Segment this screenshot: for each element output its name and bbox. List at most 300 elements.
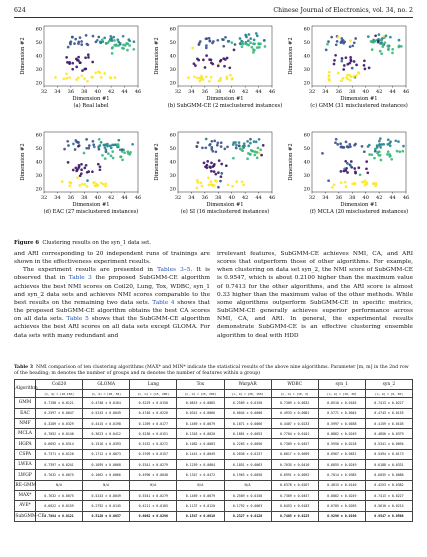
table-cell: 0.4415 ± 0.0198 [83,418,130,428]
scatter-point [355,64,358,67]
scatter-point [328,74,331,77]
scatter-point [214,173,217,176]
y-axis-label: Dimension #2 [288,143,294,181]
scatter-point [391,52,394,55]
scatter-point [85,164,88,167]
scatter-point [86,179,89,182]
column-header: syn_2 [365,380,412,390]
x-tick-label: 42 [375,89,383,95]
scatter-point [340,79,343,82]
table-cell: 0.7309 ± 0.0457 [271,490,318,500]
scatter-point [205,37,208,40]
table-row [15,398,413,408]
y-tick-label: 40 [35,159,42,166]
plot-frame [312,26,406,86]
scatter-point [239,148,242,151]
scatter-point [334,141,337,144]
scatter-point [208,40,211,43]
table-header-row [15,380,413,390]
table-cell: 0.6022 ± 0.0159 [36,501,83,511]
table-cell: 0.7198 ± 0.0121 [36,398,83,408]
scatter-point [249,142,252,145]
scatter-point [247,145,250,148]
scatter-point [354,37,357,40]
scatter-point [210,59,213,62]
y-tick-label: 30 [35,173,42,180]
subplot-caption: (d) EAC (27 misclustered instances) [43,209,139,215]
table-cell: 0.6967 ± 0.0631 [318,449,365,459]
scatter-point [402,145,405,148]
scatter-svg [282,22,413,126]
scatter-point [386,143,389,146]
scatter-point [206,166,209,169]
scatter-point [353,41,356,44]
scatter-point [353,60,356,63]
table-cell: 0.5771 ± 0.0045 [318,408,365,418]
scatter-point [340,41,343,44]
scatter-point [355,74,358,77]
table-cell: 0.1712 ± 0.0073 [83,449,130,459]
table-row [15,511,413,521]
x-tick-label: 46 [402,195,410,201]
scatter-point [111,150,114,153]
scatter-point [97,36,100,39]
scatter-point [97,146,100,149]
scatter-point [328,71,331,74]
scatter-point [208,165,211,168]
table-cell: 0.1861 ± 0.0053 [224,429,271,439]
table-cell: N/A [130,480,177,490]
table-cell: 0.6991 ± 0.0092 [271,470,318,480]
scatter-svg [282,128,413,232]
table-cell: 0.4746 ± 0.0226 [130,408,177,418]
x-axis-label: Dimension #1 [72,202,110,208]
column-param: [n, m] = [6, 50] [365,390,412,398]
x-tick-label: 44 [389,195,396,201]
scatter-point [205,75,208,78]
table-cell: 0.3623 ± 0.0412 [83,429,130,439]
scatter-point [349,56,352,59]
table-cell: 0.1345 ± 0.0020 [177,429,224,439]
scatter-point [216,142,219,145]
table-cell: 0.7413 ± 0.0227 [365,398,412,408]
y-tick-label: 30 [169,173,176,180]
scatter-point [225,164,228,167]
scatter-point [253,42,256,45]
scatter-point [389,36,392,39]
scatter-point [235,144,238,147]
scatter-point [63,148,66,151]
table-cell: 0.1137 ± 0.0120 [177,501,224,511]
table-cell: 0.7413 ± 0.0227 [365,490,412,500]
scatter-point [230,41,233,44]
scatter-point [336,143,339,146]
table-cell: 0.0815 ± 0.0085 [177,398,224,408]
scatter-point [203,162,206,165]
scatter-point [95,184,98,187]
scatter-point [379,154,382,157]
scatter-point [233,49,236,52]
scatter-point [128,39,131,42]
x-tick-label: 46 [134,89,142,95]
y-tick-label: 30 [303,173,310,180]
scatter-point [122,35,125,38]
table-cell: 0.1082 ± 0.0083 [177,439,224,449]
scatter-point [374,34,377,37]
scatter-point [257,43,260,46]
column-param: [n, m] = [10,150] [36,390,83,398]
scatter-point [367,35,370,38]
scatter-point [100,141,103,144]
text-run: – [183,267,187,274]
table-row [15,501,413,511]
scatter-point [87,147,90,150]
scatter-point [231,185,234,188]
figure-caption [14,240,151,246]
scatter-point [246,140,249,143]
x-tick-label: 32 [174,89,182,95]
scatter-point [109,144,112,147]
x-tick-label: 46 [402,89,410,95]
scatter-point [389,144,392,147]
x-tick-label: 44 [255,195,262,201]
table-cell: 0.4933 ± 0.0081 [271,408,318,418]
scatter-point [331,186,334,189]
scatter-point [365,167,368,170]
scatter-point [389,140,392,143]
scatter-point [113,39,116,42]
table-corner-cell: Algorithm [15,380,36,398]
scatter-point [87,43,90,46]
x-tick-label: 42 [107,195,115,201]
scatter-point [340,181,343,184]
scatter-point [71,68,74,71]
y-axis-label: Dimension #2 [20,143,26,181]
x-tick-label: 36 [201,89,209,95]
table-cell: 0.0044 ± 0.0008 [224,408,271,418]
scatter-point [61,180,64,183]
y-tick-label: 30 [35,67,42,74]
table-cell: 0.7309 ± 0.0032 [271,398,318,408]
scatter-point [133,40,136,43]
scatter-point [345,141,348,144]
scatter-point [251,150,254,153]
scatter-point [346,162,349,165]
table-cell: 0.3152 ± 0.0272 [130,439,177,449]
scatter-point [373,157,376,160]
table-cell: 0.1259 ± 0.0084 [177,460,224,470]
scatter-point [81,74,84,77]
x-tick-label: 34 [54,89,61,95]
scatter-point [128,44,131,47]
scatter-point [253,154,256,157]
scatter-point [386,153,389,156]
y-tick-label: 60 [169,26,176,33]
scatter-point [225,75,228,78]
table-caption-label: Table 3 [14,365,34,370]
table-row [15,460,413,470]
scatter-point [210,76,213,79]
scatter-point [103,144,106,147]
scatter-point [109,35,112,38]
scatter-point [262,144,265,147]
scatter-point [193,62,196,65]
scatter-point [220,175,223,178]
scatter-point [258,138,261,141]
scatter-point [84,68,87,71]
figure-caption-text: Clustering results on the syn_1 data set. [42,240,151,246]
scatter-point [246,157,249,160]
scatter-point [345,185,348,188]
column-param: [n, m] = [20, 150] [224,390,271,398]
table-cell: 0.1851 ± 0.0063 [224,460,271,470]
scatter-point [228,66,231,69]
scatter-point [258,152,261,155]
scatter-point [104,182,107,185]
scatter-point [131,143,134,146]
scatter-point [205,138,208,141]
table-cell: 0.5950 ± 0.0218 [318,439,365,449]
text-column-left [14,250,210,340]
scatter-point [72,143,75,146]
table-cell: 0.2509 ± 0.0150 [224,398,271,408]
table-cell: 0.2327 ± 0.0120 [224,511,271,521]
scatter-point [107,152,110,155]
column-param: [n, m] = [10, 20] [318,390,365,398]
scatter-point [377,40,380,43]
scatter-point [344,181,347,184]
scatter-point [263,39,266,42]
scatter-point [342,146,345,149]
x-tick-label: 36 [67,195,75,201]
x-tick-label: 46 [268,195,276,201]
column-header: syn_1 [318,380,365,390]
scatter-point [91,76,94,79]
y-tick-label: 50 [303,146,310,153]
x-tick-label: 34 [322,195,329,201]
column-param: [n, m] = [20, 50] [83,390,130,398]
scatter-point [381,143,384,146]
scatter-point [348,143,351,146]
table-cell: 0.5243 ± 0.0049 [83,490,130,500]
scatter-point [68,184,71,187]
table-cell: 0.1963 ± 0.0058 [224,470,271,480]
scatter-point [114,76,117,79]
table-caption [14,365,413,377]
scatter-point [379,50,382,53]
scatter-point [253,140,256,143]
table-cell: 0.2792 ± 0.0145 [83,501,130,511]
scatter-point [62,77,65,80]
y-tick-label: 20 [303,186,310,193]
x-tick-label: 40 [362,89,369,95]
scatter-point [218,159,221,162]
paragraph [14,266,210,339]
column-header: Lung [130,380,177,390]
scatter-point [385,34,388,37]
scatter-point [223,65,226,68]
scatter-point [260,154,263,157]
scatter-point [66,61,69,64]
x-tick-label: 46 [134,195,142,201]
scatter-point [333,59,336,62]
scatter-point [187,76,190,79]
table-cell: 0.1469 ± 0.0079 [177,418,224,428]
figure-caption-label: Figure 6 [14,240,40,246]
scatter-point [206,164,209,167]
table-row [15,429,413,439]
table-cell: 0.7309 ± 0.0457 [271,439,318,449]
x-tick-label: 40 [228,89,235,95]
x-tick-label: 44 [255,89,262,95]
scatter-point [208,37,211,40]
scatter-point [99,41,102,44]
scatter-point [250,46,253,49]
scatter-point [348,62,351,65]
scatter-point [335,138,338,141]
x-tick-label: 38 [215,195,222,201]
scatter-point [113,44,116,47]
scatter-point [112,36,115,39]
table-cell: 0.5229 ± 0.0150 [130,398,177,408]
page-number: 624 [14,7,26,14]
header-rule [14,17,413,18]
scatter-point [75,78,78,81]
table-cell: 0.6692 ± 0.0314 [36,439,83,449]
table-ref-link[interactable]: Table 5 [66,316,89,323]
scatter-point [212,40,215,43]
scatter-point [79,174,82,177]
scatter-point [219,77,222,80]
scatter-point [65,56,68,59]
y-tick-label: 40 [35,53,42,60]
x-tick-label: 34 [54,195,61,201]
scatter-point [349,40,352,43]
x-tick-label: 38 [81,195,88,201]
x-tick-label: 38 [349,195,356,201]
scatter-point [117,143,120,146]
scatter-point [197,141,200,144]
column-param: [n, m] = [15, 200] [177,390,224,398]
scatter-point [99,168,102,171]
column-header: GLOMA [83,380,130,390]
scatter-point [77,145,80,148]
scatter-point [210,140,213,143]
scatter-point [209,180,212,183]
plot-frame [312,132,406,192]
scatter-point [390,158,393,161]
y-tick-label: 60 [303,26,310,33]
scatter-point [264,45,267,48]
scatter-subplot [148,22,283,126]
table-cell: 0.4815 ± 0.0140 [318,480,365,490]
scatter-point [119,42,122,45]
table-ref-link[interactable]: Table 4 [152,299,175,306]
scatter-point [212,165,215,168]
scatter-point [87,56,90,59]
scatter-point [354,182,357,185]
scatter-point [120,155,123,158]
scatter-point [327,179,330,182]
scatter-point [213,170,216,173]
y-tick-label: 40 [303,53,310,60]
scatter-point [349,164,352,167]
scatter-point [249,41,252,44]
plot-frame [178,132,272,192]
scatter-point [368,67,371,70]
table-caption-text: NMI comparison of ten clustering algorithms (MAX* and MIN* indicate the statistical results of the above nine algorithms. Parameter [m, m] in the 2nd row of the heading; m denotes the number of groups and m denotes the number of features within a group) [14,365,409,377]
scatter-point [210,170,213,173]
x-tick-label: 42 [241,195,249,201]
subplot-caption: (e) SI (16 misclustered instances) [180,209,270,215]
scatter-point [378,33,381,36]
scatter-point [79,36,82,39]
column-header: Coil20 [36,380,83,390]
scatter-point [101,38,104,41]
scatter-point [215,150,218,153]
scatter-point [351,182,354,185]
y-axis-label: Dimension #2 [154,143,160,181]
scatter-point [101,154,104,157]
table-ref-link[interactable]: Table 3 [68,275,92,282]
scatter-point [363,150,366,153]
scatter-point [321,152,324,155]
scatter-point [117,139,120,142]
table-cell: 0.5236 ± 0.0151 [130,429,177,439]
scatter-point [80,40,83,43]
plot-frame [44,132,138,192]
scatter-point [330,36,333,39]
table-ref-link[interactable]: 5 [186,267,191,274]
scatter-subplot [14,128,145,232]
scatter-point [81,183,84,186]
scatter-point [222,45,225,48]
scatter-point [83,152,86,155]
scatter-subplot [148,128,279,232]
table-row [15,470,413,480]
scatter-point [201,147,204,150]
x-tick-label: 38 [81,89,88,95]
table-cell: 0.5494 ± 0.0173 [365,449,412,459]
y-tick-label: 60 [35,26,42,33]
scatter-point [75,66,78,69]
scatter-point [83,77,86,80]
scatter-point [205,44,208,47]
x-tick-label: 36 [335,195,343,201]
scatter-point [116,38,119,41]
table-ref-link[interactable]: Tables 3 [157,267,184,274]
table-cell: 0.4253 ± 0.0382 [365,480,412,490]
table-cell: N/A [36,480,83,490]
scatter-point [375,182,378,185]
table-cell: 0.1441 ± 0.0049 [177,449,224,459]
scatter-point [327,40,330,43]
table-cell: 0.2597 ± 0.0047 [36,408,83,418]
scatter-point [80,43,83,46]
scatter-point [97,163,100,166]
scatter-point [342,77,345,80]
scatter-point [259,149,262,152]
scatter-point [67,161,70,164]
scatter-point [111,46,114,49]
scatter-point [198,42,201,45]
table-cell: 0.9547 ± 0.0568 [365,511,412,521]
text-run: shows that the SubGMM-CE algorithm achieves the best ARI scores on all data sets except GLOMA. For data sets with many redundant and [14,316,210,339]
scatter-point [345,56,348,59]
scatter-point [103,72,106,75]
subplot-caption: (b) SubGMM-CE (2 misclustered instances) [167,103,283,109]
scatter-point [83,183,86,186]
